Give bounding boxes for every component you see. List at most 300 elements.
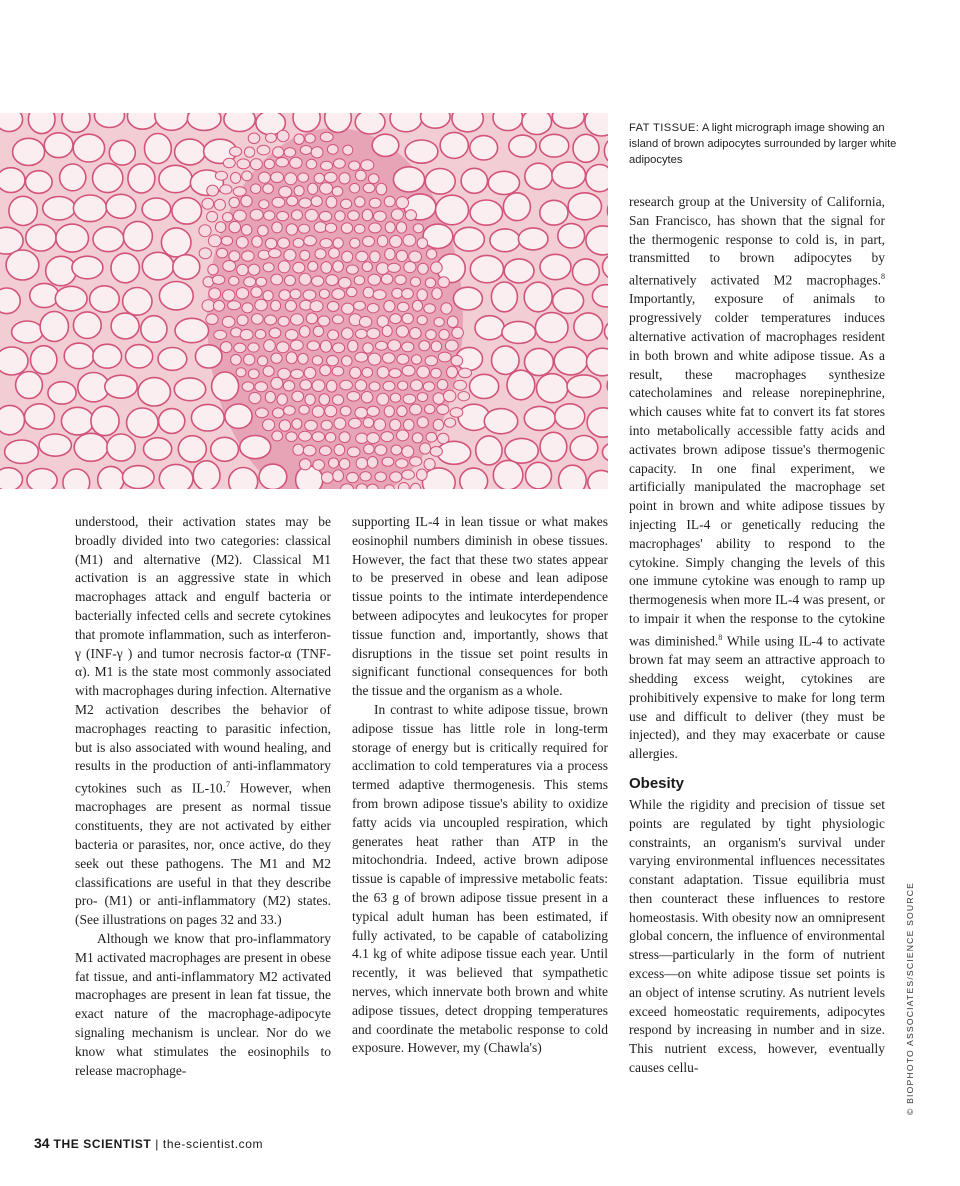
brown-adipocyte <box>326 275 338 286</box>
brown-adipocyte <box>354 276 364 285</box>
brown-adipocyte <box>389 369 401 378</box>
brown-adipocyte <box>410 404 422 415</box>
white-adipocyte <box>172 198 202 224</box>
brown-adipocyte <box>417 393 427 402</box>
brown-adipocyte <box>369 223 381 233</box>
white-adipocyte <box>259 464 287 489</box>
brown-adipocyte <box>265 315 277 325</box>
brown-adipocyte <box>271 274 283 285</box>
brown-adipocyte <box>327 380 337 392</box>
brown-adipocyte <box>199 225 211 237</box>
brown-adipocyte <box>312 276 324 286</box>
brown-adipocyte <box>356 458 368 470</box>
white-adipocyte <box>44 133 73 158</box>
website: the-scientist.com <box>162 1137 264 1151</box>
brown-adipocyte <box>419 341 430 351</box>
brown-adipocyte <box>214 199 225 210</box>
brown-adipocyte <box>279 420 290 431</box>
brown-adipocyte <box>447 316 458 328</box>
brown-adipocyte <box>431 262 443 274</box>
white-adipocyte <box>64 343 94 369</box>
brown-adipocyte <box>445 340 458 351</box>
brown-adipocyte <box>355 352 368 362</box>
brown-adipocyte <box>308 261 318 271</box>
brown-adipocyte <box>424 459 435 470</box>
brown-adipocyte <box>425 356 437 366</box>
brown-adipocyte <box>402 365 415 376</box>
brown-adipocyte <box>334 444 345 455</box>
brown-adipocyte <box>251 184 261 194</box>
brown-adipocyte <box>265 391 275 402</box>
brown-adipocyte <box>272 197 285 207</box>
brown-adipocyte <box>293 262 305 273</box>
brown-adipocyte <box>375 445 387 456</box>
brown-adipocyte <box>259 200 269 209</box>
brown-adipocyte <box>269 328 281 338</box>
caption-text: A light micrograph image showing an island of brown adipocytes surrounded by larger white adipocytes <box>629 122 897 166</box>
brown-adipocyte <box>368 353 381 365</box>
brown-adipocyte <box>271 172 284 183</box>
white-adipocyte <box>355 113 385 134</box>
brown-adipocyte <box>377 367 389 379</box>
brown-adipocyte <box>390 314 402 324</box>
brown-adipocyte <box>311 196 322 207</box>
brown-adipocyte <box>459 368 472 378</box>
brown-adipocyte <box>273 408 284 418</box>
brown-adipocyte <box>425 278 435 288</box>
brown-adipocyte <box>290 340 303 351</box>
white-adipocyte <box>535 313 568 343</box>
brown-adipocyte <box>363 418 373 428</box>
white-adipocyte <box>159 165 192 192</box>
brown-adipocyte <box>271 377 283 389</box>
white-adipocyte <box>106 194 136 218</box>
white-adipocyte <box>570 436 598 461</box>
white-adipocyte <box>568 193 601 220</box>
brown-adipocyte <box>264 211 275 220</box>
white-adipocyte <box>178 436 206 462</box>
reference-8: 8 <box>881 272 885 282</box>
brown-adipocyte <box>311 147 323 158</box>
brown-adipocyte <box>220 342 232 353</box>
white-adipocyte <box>558 224 585 248</box>
brown-adipocyte <box>356 433 368 443</box>
brown-adipocyte <box>410 457 422 466</box>
brown-adipocyte <box>237 315 248 326</box>
brown-adipocyte <box>441 303 452 314</box>
brown-adipocyte <box>237 264 249 275</box>
brown-adipocyte <box>377 235 387 246</box>
brown-adipocyte <box>375 472 387 482</box>
brown-adipocyte <box>397 406 407 417</box>
brown-adipocyte <box>368 274 381 285</box>
brown-adipocyte <box>402 446 414 458</box>
brown-adipocyte <box>335 211 345 221</box>
brown-adipocyte <box>278 261 290 273</box>
brown-adipocyte <box>396 197 408 209</box>
brown-adipocyte <box>350 238 360 248</box>
brown-adipocyte <box>229 221 241 232</box>
brown-adipocyte <box>334 418 346 430</box>
brown-adipocyte <box>241 195 252 206</box>
brown-adipocyte <box>312 406 324 417</box>
brown-adipocyte <box>279 186 292 197</box>
paragraph-text: research group at the University of California, San Francisco, has shown that the signal for the thermogenic response to cold is, in part, transmitted to brown adipocytes by alternatively activated M2 macrophages. <box>629 194 885 288</box>
brown-adipocyte <box>298 173 309 182</box>
brown-adipocyte <box>329 458 339 468</box>
brown-adipocyte <box>363 183 375 192</box>
brown-adipocyte <box>384 301 395 312</box>
white-adipocyte <box>484 409 517 434</box>
brown-adipocyte <box>348 211 360 221</box>
brown-adipocyte <box>312 432 324 442</box>
white-adipocyte <box>229 468 258 490</box>
brown-adipocyte <box>294 134 304 144</box>
white-adipocyte <box>553 288 584 313</box>
brown-adipocyte <box>426 432 437 442</box>
brown-adipocyte <box>286 432 297 442</box>
white-adipocyte <box>405 140 438 163</box>
brown-adipocyte <box>391 209 403 220</box>
white-adipocyte <box>211 437 239 461</box>
brown-adipocyte <box>388 263 401 272</box>
brown-adipocyte <box>325 433 335 443</box>
white-adipocyte <box>175 139 206 165</box>
brown-adipocyte <box>209 288 221 299</box>
brown-adipocyte <box>417 238 427 249</box>
brown-adipocyte <box>437 405 449 415</box>
brown-adipocyte <box>339 277 352 288</box>
brown-adipocyte <box>256 408 269 418</box>
brown-adipocyte <box>269 249 282 258</box>
paragraph: supporting IL-4 in lean tissue or what makes eosinophil numbers diminish in obese tissues. However, the fact that these two states appear to be preserved in obese and lean adipose tissue points to the intimate interdependence between adipocytes and leukocytes for proper tissue function and, importantly, shows that disruptions in the tissue set point results in significant functional consequences for both the tissue and the organism as a whole. <box>352 514 608 699</box>
brown-adipocyte <box>445 418 456 427</box>
white-adipocyte <box>13 138 45 165</box>
brown-adipocyte <box>304 236 317 246</box>
brown-adipocyte <box>410 277 420 286</box>
brown-adipocyte <box>276 158 289 167</box>
white-adipocyte <box>470 255 503 282</box>
page-footer <box>34 1135 263 1151</box>
white-adipocyte <box>504 259 534 283</box>
brown-adipocyte <box>321 161 333 170</box>
brown-adipocyte <box>292 391 304 402</box>
brown-adipocyte <box>236 237 248 249</box>
paragraph-text: While using IL-4 to activate brown fat may seem an attractive approach to shedding excess weight, cytokines are prohibitively expensive to make for long term use and difficult to deliver (they must be injected), and they may exacerbate or cause allergies. <box>629 633 885 762</box>
brown-adipocyte <box>327 145 338 155</box>
brown-adipocyte <box>332 367 344 376</box>
brown-adipocyte <box>354 224 365 233</box>
brown-adipocyte <box>242 382 254 391</box>
white-adipocyte <box>28 113 55 134</box>
brown-adipocyte <box>325 405 337 416</box>
brown-adipocyte <box>299 405 309 414</box>
brown-adipocyte <box>315 249 326 259</box>
brown-adipocyte <box>212 275 224 284</box>
white-adipocyte <box>123 288 152 316</box>
brown-adipocyte <box>208 235 221 247</box>
brown-adipocyte <box>321 262 332 274</box>
brown-adipocyte <box>333 238 343 248</box>
white-adipocyte <box>454 227 485 251</box>
white-adipocyte <box>46 256 77 285</box>
white-adipocyte <box>98 466 124 489</box>
brown-adipocyte <box>255 382 268 392</box>
brown-adipocyte <box>412 300 422 311</box>
brown-adipocyte <box>403 419 414 430</box>
brown-adipocyte <box>236 368 246 377</box>
brown-adipocyte <box>292 210 303 220</box>
white-adipocyte <box>509 135 536 157</box>
brown-adipocyte <box>327 356 339 366</box>
white-adipocyte <box>573 259 600 285</box>
brown-adipocyte <box>312 380 325 392</box>
brown-adipocyte <box>339 459 350 470</box>
white-adipocyte <box>27 469 57 490</box>
white-adipocyte <box>586 165 608 192</box>
paragraph: While the rigidity and precision of tissue set points are regulated by tight physiologic constraints, an organism's survival under varying environmental influences necessitates constant adaptation. Tissue equilibria must then counteract these influences to restore homeostasis. With obesity now an omnipresent global concern, the influence of environmental stress—particularly in the form of nutrient excess—on white adipose tissue set points is an object of intense scrutiny. As nutrient levels exceed homeostatic requirements, adipocytes respond by increasing in number and in size. This nutrient excess, however, eventually causes cellu- <box>629 796 885 1076</box>
brown-adipocyte <box>381 274 392 284</box>
white-adipocyte <box>540 254 571 279</box>
brown-adipocyte <box>404 262 416 273</box>
brown-adipocyte <box>284 406 296 415</box>
brown-adipocyte <box>431 341 441 352</box>
brown-adipocyte <box>328 330 339 340</box>
brown-adipocyte <box>265 238 277 249</box>
white-adipocyte <box>73 312 101 339</box>
brown-adipocyte <box>250 159 262 170</box>
white-adipocyte <box>525 163 553 189</box>
brown-adipocyte <box>367 304 379 313</box>
caption-heading: FAT TISSUE: <box>629 122 700 134</box>
white-adipocyte <box>158 348 187 371</box>
brown-adipocyte <box>293 444 304 455</box>
brown-adipocyte <box>222 316 235 327</box>
white-adipocyte <box>559 465 587 489</box>
white-adipocyte <box>174 378 205 401</box>
white-adipocyte <box>552 162 586 188</box>
brown-adipocyte <box>285 330 298 341</box>
brown-adipocyte <box>403 394 416 404</box>
brown-adipocyte <box>290 289 301 299</box>
brown-adipocyte <box>438 433 449 443</box>
brown-adipocyte <box>259 172 271 183</box>
white-adipocyte <box>505 438 538 463</box>
brown-adipocyte <box>377 393 389 405</box>
brown-adipocyte <box>300 250 310 260</box>
white-adipocyte <box>460 468 488 489</box>
brown-adipocyte <box>229 276 239 285</box>
brown-adipocyte <box>249 392 261 403</box>
brown-adipocyte <box>447 366 458 378</box>
white-adipocyte <box>91 406 119 435</box>
white-adipocyte <box>453 287 482 310</box>
white-adipocyte <box>195 345 222 368</box>
brown-adipocyte <box>347 287 357 296</box>
brown-adipocyte <box>223 290 235 301</box>
brown-adipocyte <box>320 183 333 195</box>
paragraph-text: However, when macrophages are present as normal tissue constituents, they are not activated by either bacteria or parasites, nor, once active, do they seek out these pathogens. The M1 and M2 classifications are useful in that they describe pro- (M1) or anti-inflammatory (M2) states. (See illustrations on pages 32 and 33.) <box>75 780 331 928</box>
brown-adipocyte <box>231 355 242 366</box>
brown-adipocyte <box>244 277 256 287</box>
white-adipocyte <box>74 433 108 461</box>
brown-adipocyte <box>382 325 392 336</box>
brown-adipocyte <box>402 313 413 324</box>
brown-adipocyte <box>397 354 409 364</box>
brown-adipocyte <box>236 288 248 299</box>
white-adipocyte <box>93 163 123 192</box>
brown-adipocyte <box>437 379 448 390</box>
brown-adipocyte <box>299 431 312 441</box>
brown-adipocyte <box>427 249 437 259</box>
brown-adipocyte <box>223 158 235 168</box>
white-adipocyte <box>470 200 502 225</box>
brown-adipocyte <box>203 277 214 287</box>
white-adipocyte <box>372 134 399 156</box>
white-adipocyte <box>123 221 152 250</box>
brown-adipocyte <box>349 418 362 428</box>
white-adipocyte <box>522 113 552 135</box>
brown-adipocyte <box>208 264 218 275</box>
brown-adipocyte <box>286 352 297 364</box>
white-adipocyte <box>488 171 519 194</box>
brown-adipocyte <box>398 381 408 390</box>
text-column-2 <box>352 513 608 1058</box>
white-adipocyte <box>470 136 498 160</box>
brown-adipocyte <box>454 380 467 390</box>
brown-adipocyte <box>417 366 430 378</box>
brown-adipocyte <box>291 369 304 378</box>
brown-adipocyte <box>329 248 340 258</box>
white-adipocyte <box>212 372 239 401</box>
white-adipocyte <box>141 316 167 343</box>
brown-adipocyte <box>376 183 387 195</box>
brown-adipocyte <box>220 185 232 194</box>
brown-adipocyte <box>333 261 344 272</box>
brown-adipocyte <box>202 198 214 209</box>
brown-adipocyte <box>326 196 337 208</box>
brown-adipocyte <box>263 263 274 272</box>
white-adipocyte <box>0 347 28 375</box>
brown-adipocyte <box>438 277 449 288</box>
brown-adipocyte <box>229 251 240 262</box>
brown-adipocyte <box>452 327 464 338</box>
brown-adipocyte <box>384 196 395 206</box>
white-adipocyte <box>159 409 185 434</box>
brown-adipocyte <box>369 382 380 391</box>
brown-adipocyte <box>256 277 267 286</box>
brown-adipocyte <box>376 341 388 350</box>
white-adipocyte <box>72 256 103 279</box>
brown-adipocyte <box>425 405 435 414</box>
brown-adipocyte <box>341 199 352 209</box>
brown-adipocyte <box>264 159 274 168</box>
brown-adipocyte <box>310 301 323 312</box>
brown-adipocyte <box>342 251 353 262</box>
page-number: 34 <box>34 1135 50 1151</box>
brown-adipocyte <box>409 251 422 262</box>
white-adipocyte <box>16 372 43 399</box>
brown-adipocyte <box>357 484 368 489</box>
brown-adipocyte <box>199 248 211 259</box>
brown-adipocyte <box>333 470 344 482</box>
brown-adipocyte <box>299 198 312 208</box>
brown-adipocyte <box>217 248 228 258</box>
brown-adipocyte <box>251 314 263 325</box>
white-adipocyte <box>9 196 37 225</box>
white-adipocyte <box>518 228 548 250</box>
white-adipocyte <box>574 313 603 341</box>
brown-adipocyte <box>346 265 358 274</box>
brown-adipocyte <box>347 447 360 457</box>
brown-adipocyte <box>319 211 331 221</box>
brown-adipocyte <box>324 172 337 182</box>
white-adipocyte <box>540 432 567 461</box>
brown-adipocyte <box>424 304 436 314</box>
white-adipocyte <box>142 198 171 220</box>
brown-adipocyte <box>277 130 289 141</box>
brown-adipocyte <box>363 236 375 246</box>
brown-adipocyte <box>251 287 262 298</box>
white-adipocyte <box>507 370 535 400</box>
brown-adipocyte <box>339 432 350 443</box>
brown-adipocyte <box>305 209 318 221</box>
brown-adipocyte <box>367 457 377 469</box>
brown-adipocyte <box>333 315 344 324</box>
white-adipocyte <box>567 375 601 398</box>
paragraph-text: understood, their activation states may be broadly divided into two categories: classical (M1) and alternative (M2). Classical M1 activation is an aggressive state in which macrophages attack and engulf bacteria or bacterially infected cells and secrete cytokines that promote inflammation, such as interferon-γ (INF-γ ) and tumor necrosis factor-α (TNF-α). M1 is the state most commonly associated with macrophages during infection. Alternative M2 activation describes the behavior of macrophages reacting to parasitic infection, but is also associated with wound healing, and results in the production of anti-inflammatory cytokines such as IL-10. <box>75 514 331 796</box>
white-adipocyte <box>440 132 468 158</box>
white-adipocyte <box>573 134 599 162</box>
brown-adipocyte <box>320 132 333 141</box>
brown-adipocyte <box>314 173 324 183</box>
white-adipocyte <box>187 113 221 130</box>
brown-adipocyte <box>255 330 266 339</box>
brown-adipocyte <box>370 251 380 263</box>
brown-adipocyte <box>396 326 408 338</box>
brown-adipocyte <box>332 289 345 300</box>
brown-adipocyte <box>347 472 359 482</box>
white-adipocyte <box>161 228 191 257</box>
brown-adipocyte <box>300 380 312 390</box>
brown-adipocyte <box>383 381 395 391</box>
white-adipocyte <box>502 321 536 343</box>
brown-adipocyte <box>286 224 297 235</box>
brown-adipocyte <box>362 209 372 221</box>
white-adipocyte <box>109 140 135 165</box>
white-adipocyte <box>422 468 455 489</box>
brown-adipocyte <box>221 236 232 245</box>
brown-adipocyte <box>381 432 394 442</box>
white-adipocyte <box>393 167 424 192</box>
brown-adipocyte <box>272 431 283 441</box>
brown-adipocyte <box>207 185 219 196</box>
white-adipocyte <box>138 378 170 406</box>
brown-adipocyte <box>349 161 360 170</box>
brown-adipocyte <box>299 224 310 233</box>
white-adipocyte <box>173 255 200 280</box>
brown-adipocyte <box>343 145 353 155</box>
brown-adipocyte <box>231 172 241 183</box>
white-adipocyte <box>25 404 55 429</box>
brown-adipocyte <box>320 340 331 352</box>
brown-adipocyte <box>273 147 284 158</box>
brown-adipocyte <box>258 356 268 366</box>
brown-adipocyte <box>305 394 315 405</box>
brown-adipocyte <box>363 343 373 354</box>
paragraph <box>75 513 331 930</box>
brown-adipocyte <box>412 433 423 443</box>
